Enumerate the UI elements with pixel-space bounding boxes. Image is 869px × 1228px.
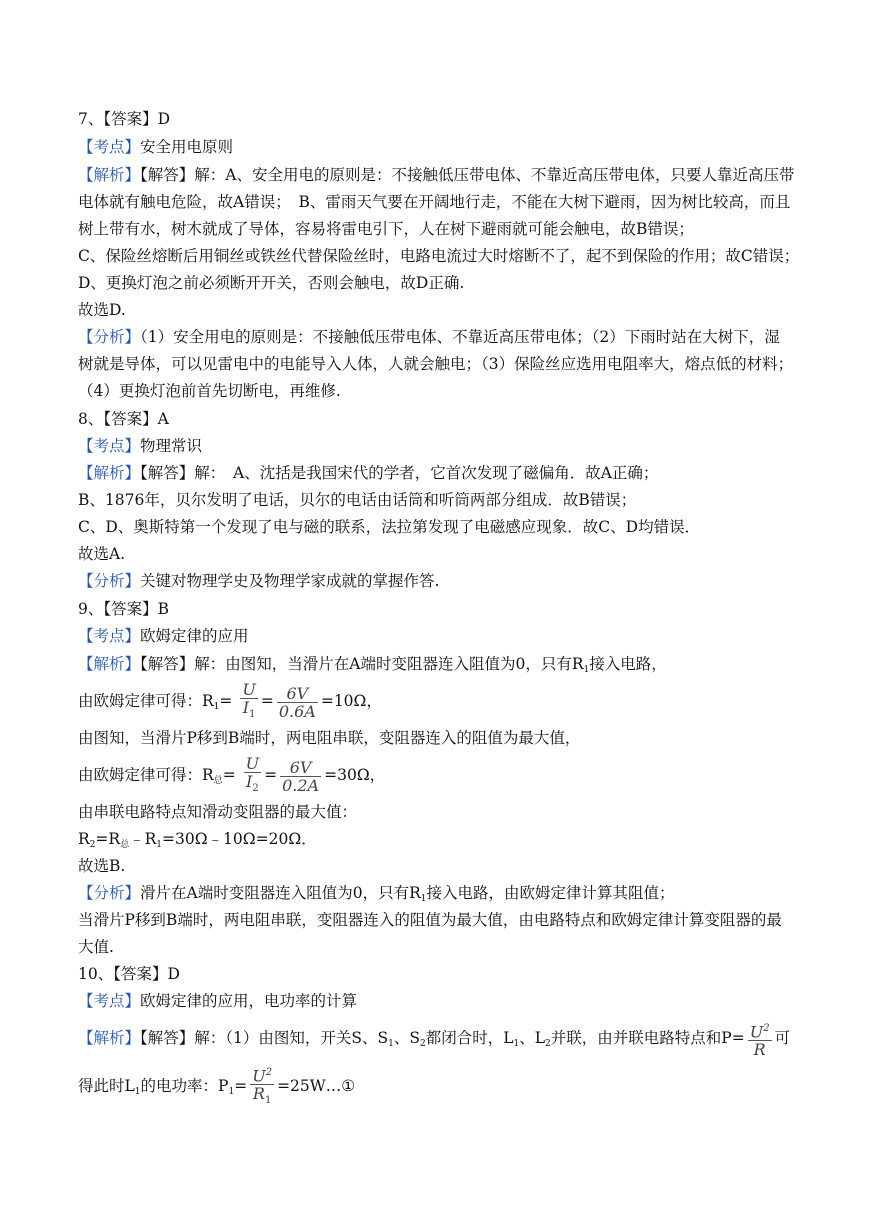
q7-jiexi-3: 树上带有水，树木就成了导体，容易将雷电引下，人在树下避雨就可能会触电，故B错误； (78, 220, 694, 238)
q9-jiexi-1: 【解析】【解答】解：由图知，当滑片在A端时变阻器连入阻值为0，只有$R_1$接入电路， (78, 655, 667, 675)
fraction-6v-over-06a: $\frac{6V}{0.6A}$ (278, 683, 316, 721)
q7-jiexi-1: 【解析】【解答】解：A、安全用电的原则是：不接触低压带电体、不靠近高压带电体，只要人靠近高压带 (78, 166, 795, 184)
fraction-u2-over-r1: $\frac{U^2}{R_1}$ (252, 1066, 273, 1107)
q7-line-c: C、保险丝熔断后用铜丝或铁丝代替保险丝时，电路电流过大时熔断不了，起不到保险的作用；故C错误； (78, 247, 800, 265)
q7-jiexi-2: 电体就有触电危险，故A错误； B、雷雨天气要在开阔地行走，不能在大树下避雨，因为树比较高，而且 (78, 193, 791, 211)
q9-equation-2: 由欧姆定律可得：$R_总=$ $\frac{U}{I_2}$ = $\frac{6V}{0.2A}$ =30Ω， (78, 755, 385, 800)
q9-choose: 故选B. (78, 857, 126, 875)
q8-line-b: B、1876年，贝尔发明了电话，贝尔的电话由话筒和听筒两部分组成．故B错误； (78, 491, 637, 509)
q9-analysis-2: 当滑片P移到B端时，两电阻串联，变阻器连入的阻值为最大值，由电路特点和欧姆定律计算变阻器的最 (78, 911, 782, 929)
q9-point: 【考点】欧姆定律的应用 (78, 627, 249, 645)
fraction-u2-over-r: $\frac{U^2}{R}$ (749, 1022, 770, 1060)
q7-answer: 7、【答案】D (78, 110, 171, 128)
q8-point: 【考点】物理常识 (78, 437, 203, 455)
q8-analysis: 【分析】关键对物理学史及物理学家成就的掌握作答. (78, 572, 440, 590)
q10-point: 【考点】欧姆定律的应用，电功率的计算 (78, 992, 358, 1010)
q7-analysis-3: （4）更换灯泡前首先切断电，再维修. (78, 382, 341, 400)
q7-analysis-1: 【分析】（1）安全用电的原则是：不接触低压带电体、不靠近高压带电体；（2）下雨时站在大树下，湿 (78, 328, 780, 346)
q8-answer: 8、【答案】A (78, 410, 169, 428)
q8-choose: 故选A. (78, 545, 126, 563)
q9-r2-result: $R_2=R_总﹣R_1=30\Omega﹣10\Omega=20\Omega$． (78, 830, 317, 850)
q9-answer: 9、【答案】B (78, 600, 170, 618)
fraction-u-over-i2: $\frac{U}{I_2}$ (245, 754, 260, 795)
fraction-6v-over-02a: $\frac{6V}{0.2A}$ (282, 757, 320, 795)
q7-analysis-2: 树就是导体，可以见雷电中的电能导入人体，人就会触电；（3）保险丝应选用电阻率大，熔点低的材料； (78, 355, 794, 373)
q9-line-mid: 由图知，当滑片P移到B端时，两电阻串联，变阻器连入的阻值为最大值， (78, 729, 581, 747)
q9-analysis-1: 【分析】滑片在A端时变阻器连入阻值为0，只有$R_1$接入电路，由欧姆定律计算其阻值； (78, 884, 675, 904)
q8-line-cd: C、D、奥斯特第一个发现了电与磁的联系，法拉第发现了电磁感应现象．故C、D均错误． (78, 518, 701, 536)
q9-equation-1: 由欧姆定律可得：$R_1=$ $\frac{U}{I_1}$ = $\frac{6V}{0.6A}$ =10Ω， (78, 681, 382, 726)
q7-point: 【考点】安全用电原则 (78, 138, 234, 156)
q8-jiexi-1: 【解析】【解答】解： A、沈括是我国宋代的学者，它首次发现了磁偏角．故A正确； (78, 464, 659, 482)
q9-line-series: 由串联电路特点知滑动变阻器的最大值： (78, 803, 358, 821)
q7-choose: 故选D. (78, 301, 126, 319)
q10-jiexi-1: 【解析】【解答】解：（1）由图知，开关S、$S_1$、$S_2$都闭合时，$L_1$、$L_2$并联，由并联电路特点和P= $\frac{U^2}{R}$ 可 (78, 1018, 790, 1064)
q10-answer: 10、【答案】D (78, 965, 180, 983)
q10-line-2: 得此时$L_1$的电功率：$P_1=$ $\frac{U^2}{R_1}$ =25W…① (78, 1064, 355, 1113)
q7-line-d: D、更换灯泡之前必须断开开关，否则会触电，故D正确. (78, 274, 465, 292)
fraction-u-over-i1: $\frac{U}{I_1}$ (242, 680, 256, 721)
q9-analysis-3: 大值. (78, 938, 114, 956)
